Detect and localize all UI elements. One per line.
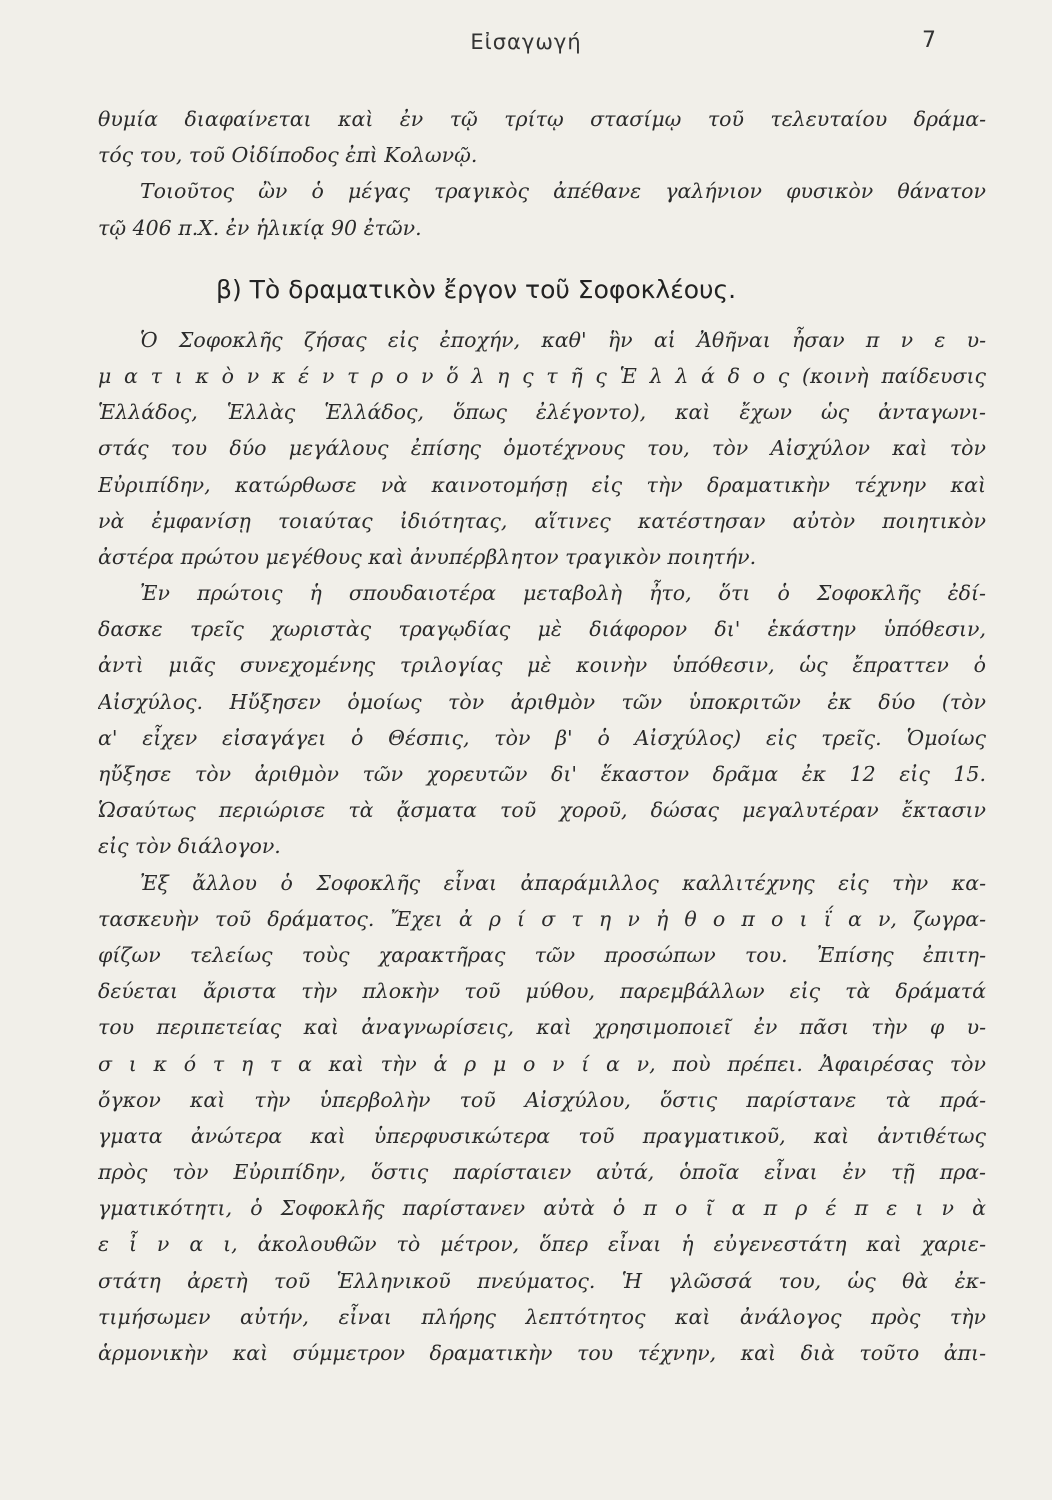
running-title: Εἰσαγωγή bbox=[470, 30, 582, 54]
text-line: θυμία διαφαίνεται καὶ ἐν τῷ τρίτῳ στασίμῳ τοῦ τελευταίου δράμα- bbox=[98, 107, 986, 131]
text-line: α' εἶχεν εἰσαγάγει ὁ Θέσπις, τὸν β' ὁ Αἰσχύλος) εἰς τρεῖς. Ὁμοίως bbox=[98, 725, 986, 750]
text-line: στάς του δύο μεγάλους ἐπίσης ὁμοτέχνους του, τὸν Αἰσχύλον καὶ τὸν bbox=[98, 436, 986, 461]
text-line: δασκε τρεῖς χωριστὰς τραγῳδίας μὲ διάφορον δι' ἑκάστην ὑπόθεσιν, bbox=[98, 617, 986, 642]
text-line: ἀστέρα πρώτου μεγέθους καὶ ἀνυπέρβλητον τραγικὸν ποιητήν. bbox=[98, 544, 757, 569]
text-line: σ ι κ ό τ η τ α καὶ τὴν ἁ ρ μ ο ν ί α ν, ποὺ πρέπει. Ἀφαιρέσας τὸν bbox=[98, 1051, 986, 1076]
text-line: τός του, τοῦ Οἰδίποδος ἐπὶ Κολωνῷ. bbox=[98, 143, 478, 168]
text-line: στάτη ἀρετὴ τοῦ Ἑλληνικοῦ πνεύματος. Ἡ γλῶσσά του, ὡς θὰ ἐκ- bbox=[98, 1268, 986, 1293]
text-line: ἀντὶ μιᾶς συνεχομένης τριλογίας μὲ κοινὴν ὑπόθεσιν, ὡς ἔπραττεν ὁ bbox=[98, 653, 986, 678]
text-line: Ὁ Σοφοκλῆς ζήσας εἰς ἐποχήν, καθ' ἣν αἱ Ἀθῆναι ἦσαν π ν ε υ- bbox=[140, 327, 986, 352]
text-line: τιμήσωμεν αὐτήν, εἶναι πλήρης λεπτότητος καὶ ἀνάλογος πρὸς τὴν bbox=[98, 1304, 986, 1329]
text-line: γματα ἀνώτερα καὶ ὑπερφυσικώτερα τοῦ πραγματικοῦ, καὶ ἀντιθέτως bbox=[98, 1123, 986, 1148]
text-line: ε ἶ ν α ι, ἀκολουθῶν τὸ μέτρον, ὅπερ εἶναι ἡ εὐγενεστάτη καὶ χαριε- bbox=[98, 1232, 986, 1257]
text-line: Τοιοῦτος ὢν ὁ μέγας τραγικὸς ἀπέθανε γαλήνιον φυσικὸν θάνατον bbox=[140, 179, 986, 204]
text-line: Ἐν πρώτοις ἡ σπουδαιοτέρα μεταβολὴ ἦτο, ὅτι ὁ Σοφοκλῆς ἐδί- bbox=[140, 581, 986, 606]
text-line: γματικότητι, ὁ Σοφοκλῆς παρίστανεν αὐτὰ ὁ π ο ῖ α π ρ έ π ε ι ν ὰ bbox=[98, 1196, 986, 1221]
text-line: του περιπετείας καὶ ἀναγνωρίσεις, καὶ χρησιμοποιεῖ ἐν πᾶσι τὴν φ υ- bbox=[98, 1015, 986, 1040]
text-line: μ α τ ι κ ὸ ν κ έ ν τ ρ ο ν ὅ λ η ς τ ῆ ς Ἑ λ λ ά δ ο ς (κοινὴ παίδευσις bbox=[98, 363, 986, 388]
text-line: εἰς τὸν διάλογον. bbox=[98, 834, 281, 859]
text-body bbox=[98, 101, 986, 1371]
text-line: τῷ 406 π.Χ. ἐν ἡλικίᾳ 90 ἐτῶν. bbox=[98, 215, 422, 240]
section-heading: β) Τὸ δραματικὸν ἔργον τοῦ Σοφοκλέους. bbox=[216, 274, 737, 304]
text-line: Ὡσαύτως περιώρισε τὰ ᾄσματα τοῦ χοροῦ, δώσας μεγαλυτέραν ἔκτασιν bbox=[98, 798, 986, 823]
text-line: νὰ ἐμφανίσῃ τοιαύτας ἰδιότητας, αἵτινες κατέστησαν αὐτὸν ποιητικὸν bbox=[98, 508, 986, 533]
text-line: ὄγκον καὶ τὴν ὑπερβολὴν τοῦ Αἰσχύλου, ὅστις παρίστανε τὰ πρά- bbox=[98, 1087, 986, 1112]
text-line: φίζων τελείως τοὺς χαρακτῆρας τῶν προσώπων του. Ἐπίσης ἐπιτη- bbox=[98, 942, 986, 967]
text-line: δεύεται ἄριστα τὴν πλοκὴν τοῦ μύθου, παρεμβάλλων εἰς τὰ δράματά bbox=[98, 979, 986, 1004]
text-line: Εὐριπίδην, κατώρθωσε νὰ καινοτομήσῃ εἰς τὴν δραματικὴν τέχνην καὶ bbox=[98, 472, 986, 497]
text-line: Ἑλλάδος, Ἑλλὰς Ἑλλάδος, ὅπως ἐλέγοντο), καὶ ἔχων ὡς ἀνταγωνι- bbox=[98, 400, 986, 425]
text-line: ἁρμονικὴν καὶ σύμμετρον δραματικὴν του τέχνην, καὶ διὰ τοῦτο ἀπι- bbox=[98, 1341, 986, 1365]
text-line: ηὔξησε τὸν ἀριθμὸν τῶν χορευτῶν δι' ἕκαστον δρᾶμα ἐκ 12 εἰς 15. bbox=[98, 762, 986, 786]
page-number: 7 bbox=[922, 28, 936, 53]
text-line: Ἐξ ἄλλου ὁ Σοφοκλῆς εἶναι ἀπαράμιλλος καλλιτέχνης εἰς τὴν κα- bbox=[140, 870, 986, 895]
text-line: πρὸς τὸν Εὐριπίδην, ὅστις παρίσταιεν αὐτά, ὁποῖα εἶναι ἐν τῇ πρα- bbox=[98, 1160, 986, 1185]
text-line: τασκευὴν τοῦ δράματος. Ἔχει ἀ ρ ί σ τ η ν ἠ θ ο π ο ι ΐ α ν, ζωγρα- bbox=[98, 906, 986, 931]
text-line: Αἰσχύλος. Ηὔξησεν ὁμοίως τὸν ἀριθμὸν τῶν ὑποκριτῶν ἐκ δύο (τὸν bbox=[98, 689, 986, 714]
